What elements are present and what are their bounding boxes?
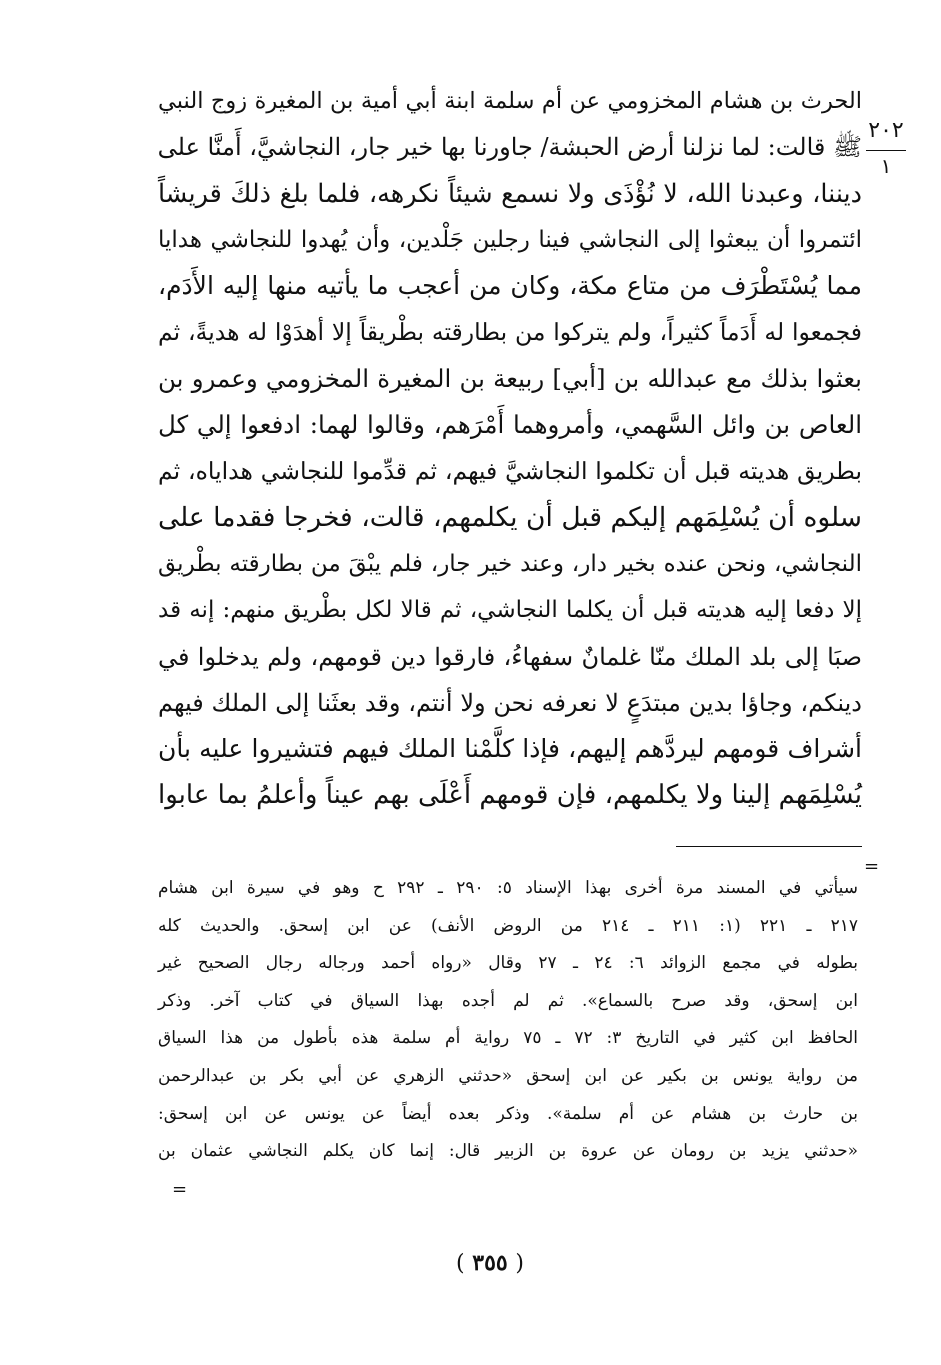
main-text-line: فجمعوا له أَدَماً كثيراً، ولم يتركوا من بطارقته بطْريقاً إلا أهدَوْا له هديةً، ثم — [158, 318, 862, 347]
footnote-line: ابن إسحق، وقد صرح بالسماع». ثم لم أجده بهذا السياق في كتاب آخر. وذكر — [158, 990, 858, 1011]
footnote-continuation-mark-bottom: = — [172, 1179, 188, 1200]
main-text-line: أشراف قومهم ليردَّهم إليهم، فإذا كلَّمْنا الملك فيهم فتشيروا عليه بأن — [158, 734, 862, 764]
footnote-line: ٢١٧ ـ ٢٢١ (١: ٢١١ ـ ٢١٤ من الروض الأنف) عن ابن إسحق. والحديث كله — [158, 915, 859, 936]
footnote-line: سيأتي في المسند مرة أخرى بهذا الإسناد ٥: ٢٩٠ ـ ٢٩٢ ح وهو في سيرة ابن هشام — [158, 878, 859, 898]
footnote-line: بطوله في مجمع الزوائد ٦: ٢٤ ـ ٢٧ وقال «رواه أحمد ورجاله رجال الصحيح غير — [158, 953, 858, 974]
page-number-open-paren: ( — [515, 1251, 524, 1276]
margin-note-rule — [866, 150, 906, 151]
main-text-line: ديننا، وعبدنا الله، لا نُؤْذَى ولا نسمع شيئاً نكرهه، فلما بلغ ذلكَ قريشاً — [158, 178, 862, 209]
main-text-line: دينكم، وجاؤا بدين مبتدَعٍ لا نعرفه نحن ولا أنتم، وقد بعثَنا إلى الملك فيهم — [158, 688, 862, 717]
page-number-close-paren: ) — [456, 1251, 465, 1276]
main-text-line: يُسْلِمَهم إلينا ولا يكلمهم، فإن قومهم أَعْلَى بهم عيناً وأعلمُ بما عابوا — [158, 780, 862, 811]
main-text-line: سلوه أن يُسْلِمَهم إليكم قبل أن يكلمهم، قالت، فخرجا فقدما على — [158, 501, 862, 533]
main-text-line: النجاشي، ونحن عنده بخير دار، وعند خير جار، فلم يبْقَ من بطارقته بطْريق — [158, 550, 862, 577]
footnote-line: الحافظ ابن كثير في التاريخ ٣: ٧٢ ـ ٧٥ رواية أم سلمة هذه بأطول من هذا السياق — [158, 1028, 858, 1049]
main-text-line: مما يُسْتَطْرَف من متاع مكة، وكان من أعجب ما يأتيه منها إليه الأَدَم، — [158, 271, 862, 301]
footnotes — [158, 870, 858, 1171]
main-text-line: ﷺ قالت: لما نزلنا أرض الحبشة/ جاورنا بها خير جار، النجاشيَّ، أَمنَّا على — [157, 133, 862, 162]
main-text-line: بعثوا بذلك مع عبدالله بن [أبي] ربيعة بن المغيرة المخزومي وعمرو بن — [158, 363, 862, 393]
page-number-value: ٣٥٥ — [472, 1250, 508, 1276]
footnote-continuation-mark-top: = — [864, 856, 880, 877]
main-text-line: ائتمروا أن يبعثوا إلى النجاشي فينا رجلين جَلْدين، وأن يُهدوا للنجاشي هدايا — [158, 226, 862, 253]
margin-note — [862, 118, 910, 177]
main-text-line: صبَا إلى بلد الملك منّا غلمانٌ سفهاءُ، فارقوا دين قومهم، ولم يدخلوا في — [158, 642, 862, 671]
main-text-line: العاص بن وائل السَّهمي، وأمروهما أَمْرَهم، وقالوا لهما: ادفعوا إلي كل — [158, 410, 862, 440]
main-text-body — [158, 78, 862, 819]
footnote-line: «حدثني يزيد بن رومان عن عروة بن الزبير قال: إنما كان يكلم النجاشي عثمان بن — [158, 1141, 858, 1162]
main-text-line: إلا دفعا إليه هديته قبل أن يكلما النجاشي، ثم قالا لكل بطْريق منهم: إنه قد — [158, 597, 862, 624]
page-number — [420, 1250, 560, 1276]
margin-part-number: ١ — [880, 154, 892, 178]
main-text-line: الحرث بن هشام المخزومي عن أم سلمة ابنة أبي أمية بن المغيرة زوج النبي — [158, 88, 862, 114]
margin-volume-number: ٢٠٢ — [868, 118, 904, 143]
footnote-line: بن حارث بن هشام عن أم سلمة». وذكر بعده أيضاً عن يونس عن ابن إسحق: — [158, 1103, 858, 1124]
footnote-separator — [676, 846, 862, 847]
main-text-line: بطريق هديته قبل أن تكلموا النجاشيَّ فيهم، ثم قدِّموا للنجاشي هداياه، ثم — [158, 457, 862, 486]
footnote-line: من رواية يونس بن بكير عن ابن إسحق «حدثني الزهري عن أبي بكر بن عبدالرحمن — [158, 1065, 858, 1086]
